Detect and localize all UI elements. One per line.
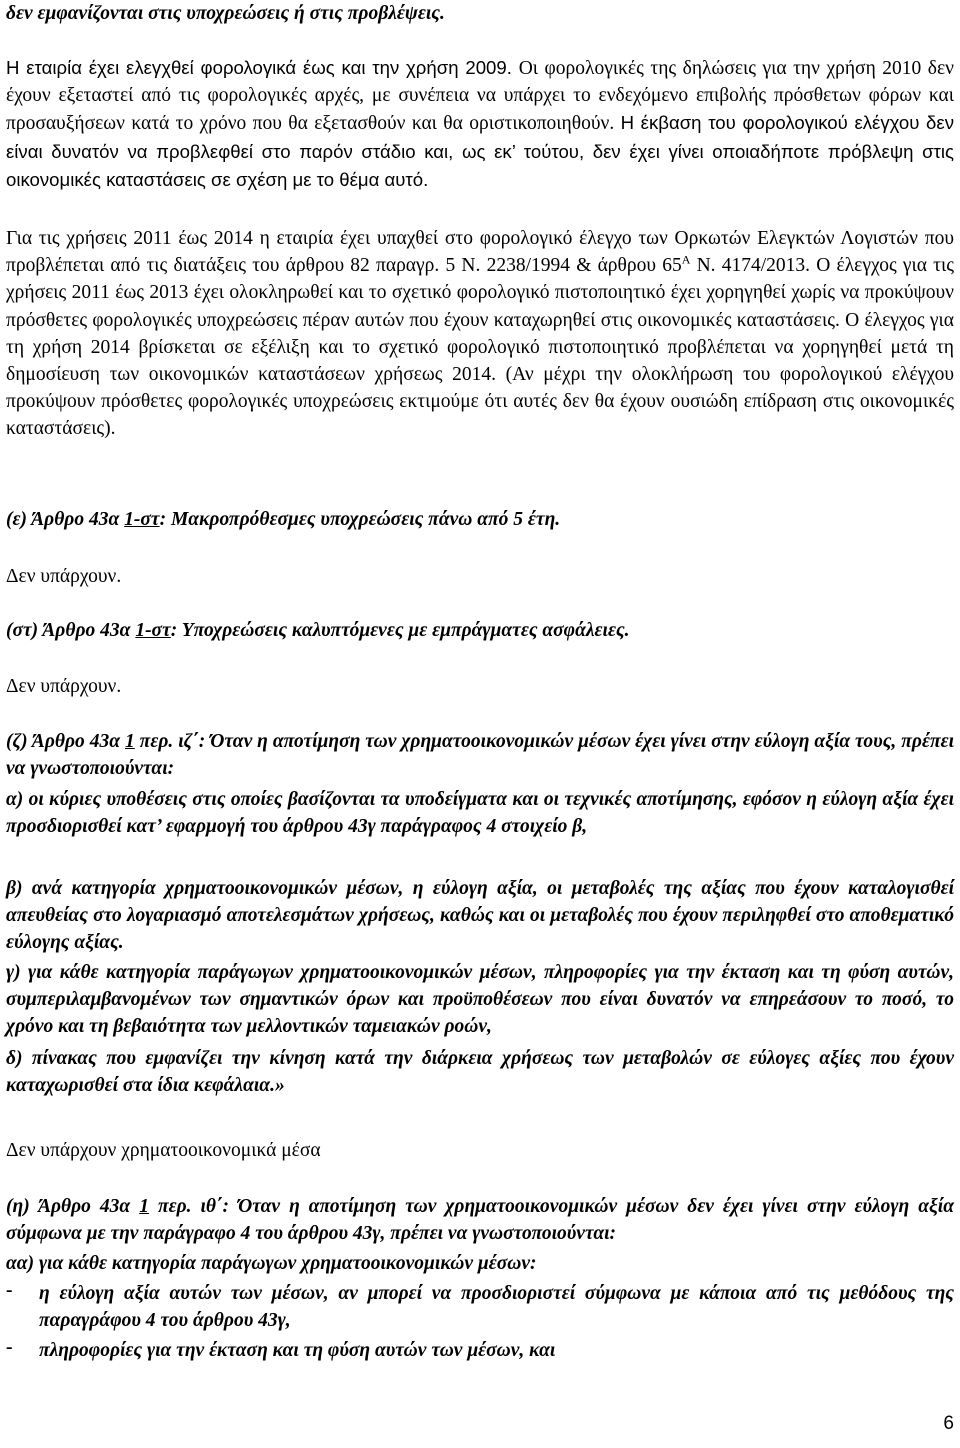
section-e-heading — [6, 506, 954, 533]
section-z-heading — [6, 728, 954, 782]
tax-certificate-text-2: Ν. 4174/2013. Ο έλεγχος για τις χρήσεις 2011 έως 2013 έχει ολοκληρωθεί και το σχετικό φορολογικό πιστοποιητικό έχει χορηγηθεί χωρίς να προκύψουν πρόσθετες φορολογικές υποχρεώσεις πέραν αυτών που έχουν καταχωρηθεί στις οικονομικές καταστάσεις. Ο έλεγχος για τη χρήση 2014 βρίσκεται σε εξέλιξη και το σχετικό φορολογικό πιστοποιητικό προβλέπεται να χορηγηθεί μετά τη δημοσίευση των οικονομικών καταστάσεων χρήσεως 2014. (Αν μέχρι την ολοκλήρωση του φορολογικού ελέγχου προκύψουν πρόσθετες φορολογικές υποχρεώσεις εκτιμούμε ότι αυτές δεν θα έχουν ουσιώδη επίδραση στις οικονομικές καταστάσεις). — [6, 255, 954, 440]
section-eta-prefix: (η) Άρθρο 43α — [6, 1196, 140, 1217]
section-st-prefix: (στ) Άρθρο 43α — [6, 620, 136, 641]
section-st-none: Δεν υπάρχουν. — [6, 676, 122, 697]
section-st-heading — [6, 617, 954, 644]
section-e-ref: 1-στ — [124, 509, 160, 530]
article-superscript: Α — [681, 252, 691, 267]
section-st-title: : Υποχρεώσεις καλυπτόμενες με εμπράγματες ασφάλειες. — [170, 620, 630, 641]
section-z-item-c: γ) για κάθε κατηγορία παράγωγων χρηματοοικονομικών μέσων, πληροφορίες για την έκταση και τη φύση αυτών, συμπεριλαμβανομένων των σημαντικών όρων και προϋποθέσεων που είναι δυνατόν να επηρεάσουν το ποσό, το χρόνο και τη βεβαιότητα των μελλοντικών ταμειακών ροών, — [6, 962, 954, 1038]
section-z-prefix: (ζ) Άρθρο 43α — [6, 731, 125, 752]
tax-certificate-text-1: Για τις χρήσεις 2011 έως 2014 η εταιρία έχει υπαχθεί στο φορολογικό έλεγχο των Ορκωτών Ελεγκτών Λογιστών που προβλέπεται από τις διατάξεις του άρθρου 82 παραγρ. 5 Ν. 2238/1994 & άρθρου 65 — [6, 228, 954, 277]
page-number: 6 — [943, 1413, 954, 1434]
section-z-none: Δεν υπάρχουν χρηματοοικονομικά μέσα — [6, 1140, 321, 1161]
bullet-item-extent — [6, 1337, 954, 1364]
section-z-item-d: δ) πίνακας που εμφανίζει την κίνηση κατά την διάρκεια χρήσεως των μεταβολών σε εύλογες αξίες που έχουν καταχωρισθεί στα ίδια κεφάλαια.» — [6, 1048, 954, 1097]
tax-audit-sentence-3: Η έκβαση του φορολογικού ελέγχου δεν είναι δυνατόν να προβλεφθεί στο παρόν στάδιο και, ως εκ’ τούτου, δεν έχει γίνει οποιαδήποτε πρόβλεψη στις οικονομικές καταστάσεις σε σχέση με το θέμα αυτό. — [6, 112, 954, 190]
tax-audit-sentence-2: Οι φορολογικές της δηλώσεις για την χρήση 2010 δεν έχουν εξεταστεί από τις φορολογικές αρχές, με συνέπεια να υπάρχει το ενδεχόμενο επιβολής πρόσθετων φόρων και προσαυξήσεων κατά το χρόνο που θα εξετασθούν και θα οριστικοποιηθούν. — [6, 58, 954, 135]
section-z-title: περ. ιζ΄: Όταν η αποτίμηση των χρηματοοικονομικών μέσων έχει γίνει στην εύλογη αξία τους, πρέπει να γνωστοποιούνται: — [6, 731, 955, 780]
tax-audit-paragraph — [6, 54, 954, 194]
section-st-ref: 1-στ — [135, 620, 171, 641]
section-eta-heading — [6, 1193, 954, 1247]
tax-certificate-paragraph — [6, 225, 954, 443]
section-eta-ref: 1 — [139, 1196, 149, 1217]
section-z-item-a: α) οι κύριες υποθέσεις στις οποίες βασίζονται τα υποδείγματα και οι τεχνικές αποτίμησης, εφόσον η εύλογη αξία έχει προσδιορισθεί κατ’ εφαρμογή του άρθρου 43γ παράγραφος 4 στοιχείο β, — [6, 789, 954, 838]
section-e-none: Δεν υπάρχουν. — [6, 566, 122, 587]
tax-audit-sentence-1: Η εταιρία έχει ελεγχθεί φορολογικά έως και την χρήση 2009. — [6, 57, 519, 78]
section-e-title: : Μακροπρόθεσμες υποχρεώσεις πάνω από 5 έτη. — [159, 509, 561, 530]
section-z-item-b: β) ανά κατηγορία χρηματοοικονομικών μέσων, η εύλογη αξία, οι μεταβολές της αξίας που έχουν καταλογισθεί απευθείας στο λογαριασμό αποτελεσμάτων χρήσεως, καθώς και οι μεταβολές που έχουν περιληφθεί στο αποθεματικό εύλογης αξίας. — [6, 878, 954, 954]
bullet-item-text: πληροφορίες για την έκταση και τη φύση αυτών των μέσων, και — [39, 1340, 556, 1361]
section-eta-title: περ. ιθ΄: Όταν η αποτίμηση των χρηματοοικονομικών μέσων δεν έχει γίνει στην εύλογη αξία σύμφωνα με την παράγραφο 4 του άρθρου 43γ, πρέπει να γνωστοποιούνται: — [6, 1196, 954, 1245]
section-eta-item-aa: αα) για κάθε κατηγορία παράγωγων χρηματοοικονομικών μέσων: — [6, 1253, 537, 1274]
bullet-dash: - — [6, 1280, 13, 1301]
bullet-item-fair-value — [6, 1280, 954, 1334]
section-z-ref: 1 — [124, 731, 135, 752]
section-e-prefix: (ε) Άρθρο 43α — [6, 509, 125, 530]
bullet-item-text: η εύλογη αξία αυτών των μέσων, αν μπορεί να προσδιοριστεί σύμφωνα με κάποια από τις μεθόδους της παραγράφου 4 του άρθρου 43γ, — [39, 1283, 954, 1332]
bullet-dash: - — [6, 1337, 13, 1358]
continued-line: δεν εμφανίζονται στις υποχρεώσεις ή στις προβλέψεις. — [6, 3, 445, 24]
